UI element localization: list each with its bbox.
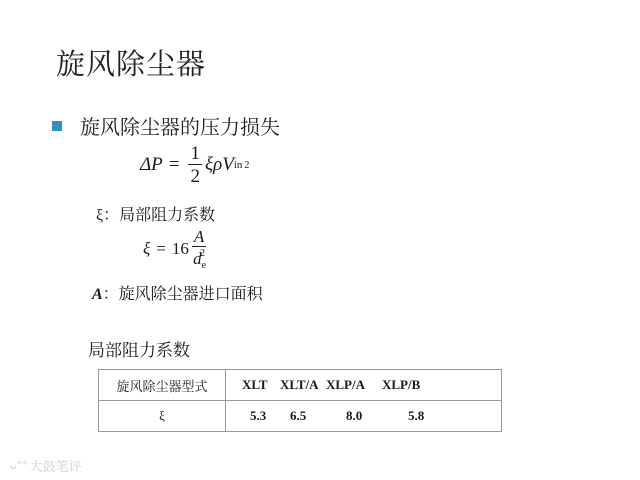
area-definition [92,281,263,304]
formula2-den-sub: e [201,259,207,271]
formula1-sup: 2 [244,159,250,171]
formula1-fraction [188,144,202,186]
formula2-coef: 16 [171,239,189,258]
formula2-lhs: ξ [143,239,151,258]
table-models-cell [226,370,502,401]
watermark [10,456,82,475]
formula2-den: d [193,248,202,268]
formula2-fraction [192,228,206,271]
coefficient-value: 5.8 [408,408,425,423]
table-values-cell [226,401,502,432]
bullet-text: 旋风除尘器的压力损失 [80,115,280,139]
formula1-num: 1 [190,143,200,164]
xi-symbol: ξ [96,207,104,224]
formula2-num: A [193,226,205,246]
xi-definition-text: ：局部阻力系数 [103,205,216,224]
xi-definition [96,202,215,225]
formula2-den-sup: 2 [200,247,206,259]
table-header-label: 旋风除尘器型式 [99,370,226,401]
model-name: XLP/A [326,377,365,392]
formula1-lhs: ΔP [140,154,163,175]
a-symbol: A [92,286,103,303]
resistance-coefficient-formula [143,226,209,272]
formula2-den-group [193,247,205,271]
model-name: XLP/B [382,377,421,392]
table-row [99,370,502,401]
watermark-text: 大鼓笔评 [29,460,82,475]
coefficient-value: 8.0 [346,408,363,423]
pressure-loss-formula [140,143,249,187]
formula1-den: 2 [190,166,200,187]
resistance-coefficient-table [98,369,502,432]
bullet-square-icon [52,121,62,131]
table-row-label: ξ [99,401,226,432]
table-row [99,401,502,432]
coefficient-value: 6.5 [290,408,307,423]
formula1-xi: ξ [204,154,214,175]
formula1-v: V [222,154,234,175]
formula1-eq: = [168,154,180,175]
slide-title: 旋风除尘器 [56,47,207,81]
bullet-item [52,111,280,140]
model-name: XLT [242,377,268,392]
coefficient-value: 5.3 [250,408,267,423]
watermark-logo-icon: ᴗ°° [10,459,28,472]
model-name: XLT/A [280,377,319,392]
table-caption: 局部阻力系数 [88,341,190,361]
formula2-eq: = [156,239,166,258]
formula1-rho: ρ [213,154,223,175]
area-definition-text: ：旋风除尘器进口面积 [102,284,263,303]
formula1-sub: in [233,159,243,171]
